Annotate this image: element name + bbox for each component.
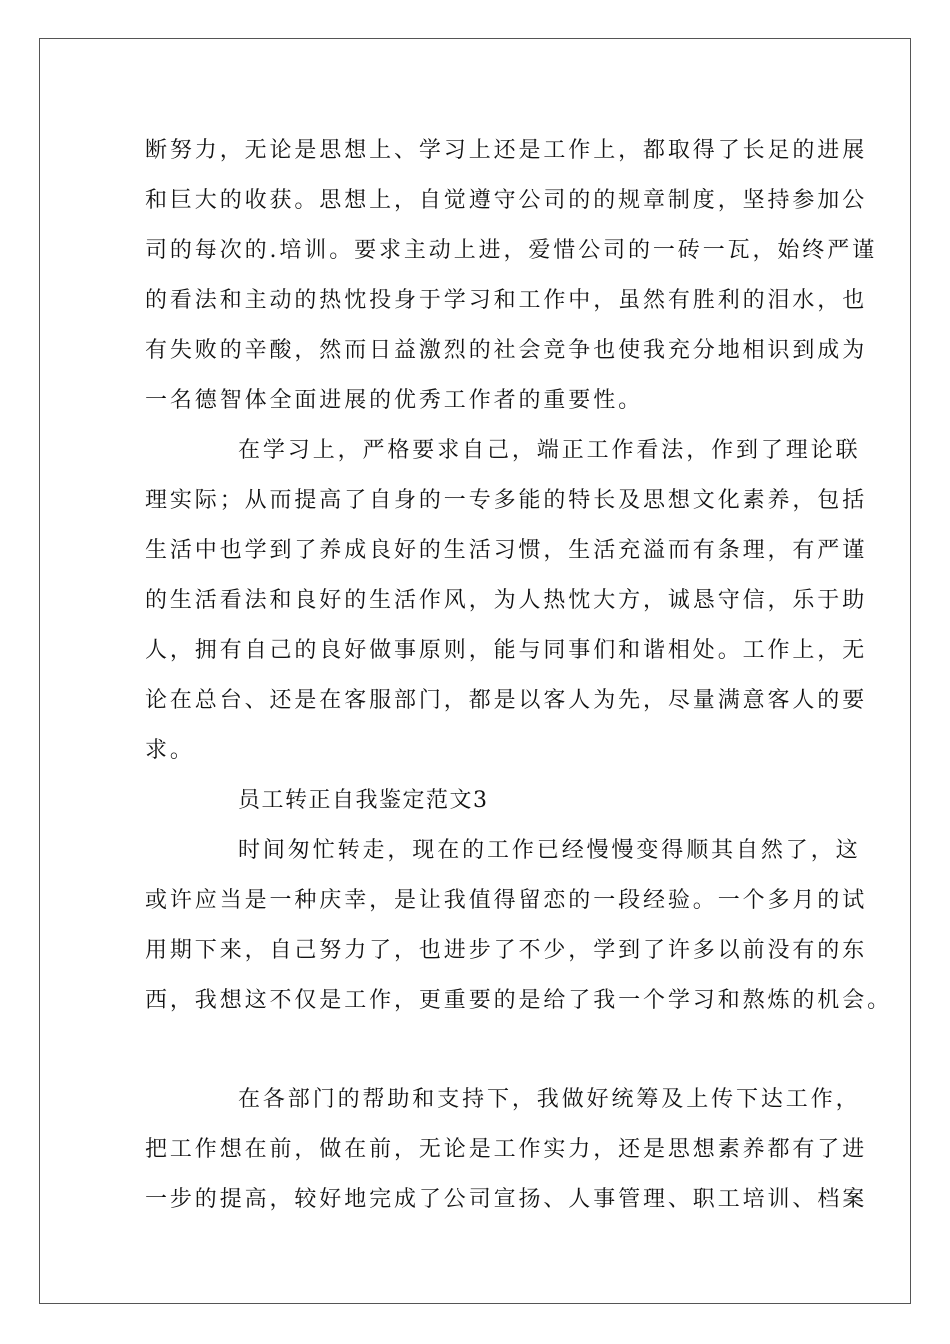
text-line: 时间匆忙转走，现在的工作已经慢慢变得顺其自然了，这 [238,838,861,863]
text-line: 把工作想在前，做在前，无论是工作实力，还是思想素养都有了进 [145,1137,868,1162]
text-line: 和巨大的收获。思想上，自觉遵守公司的的规章制度，坚持参加公 [145,188,868,213]
text-line: 司的每次的.培训。要求主动上进，爱惜公司的一砖一瓦，始终严谨 [145,238,877,263]
text-line: 在各部门的帮助和支持下，我做好统筹及上传下达工作， [238,1087,861,1112]
text-line: 生活中也学到了养成良好的生活习惯，生活充溢而有条理，有严谨 [145,538,868,563]
text-line: 一名德智体全面进展的优秀工作者的重要性。 [145,388,644,413]
text-line: 西，我想这不仅是工作，更重要的是给了我一个学习和熬炼的机会。 [145,988,893,1013]
text-line: 求。 [145,738,195,763]
text-line: 论在总台、还是在客服部门，都是以客人为先，尽量满意客人的要 [145,688,868,713]
text-line: 在学习上，严格要求自己，端正工作看法，作到了理论联 [238,438,861,463]
text-line: 人，拥有自己的良好做事原则，能与同事们和谐相处。工作上，无 [145,638,868,663]
text-line: 的看法和主动的热忱投身于学习和工作中，虽然有胜利的泪水，也 [145,288,868,313]
text-line: 或许应当是一种庆幸，是让我值得留恋的一段经验。一个多月的试 [145,888,868,913]
text-line: 有失败的辛酸，然而日益激烈的社会竞争也使我充分地相识到成为 [145,338,868,363]
text-line: 一步的提高，较好地完成了公司宣扬、人事管理、职工培训、档案 [145,1187,868,1212]
section-heading: 员工转正自我鉴定范文3 [238,788,489,813]
text-line: 的生活看法和良好的生活作风，为人热忱大方，诚恳守信，乐于助 [145,588,868,613]
text-line: 用期下来，自己努力了，也进步了不少，学到了许多以前没有的东 [145,938,868,963]
text-line: 断努力，无论是思想上、学习上还是工作上，都取得了长足的进展 [145,138,868,163]
text-line: 理实际；从而提高了自身的一专多能的特长及思想文化素养，包括 [145,488,868,513]
